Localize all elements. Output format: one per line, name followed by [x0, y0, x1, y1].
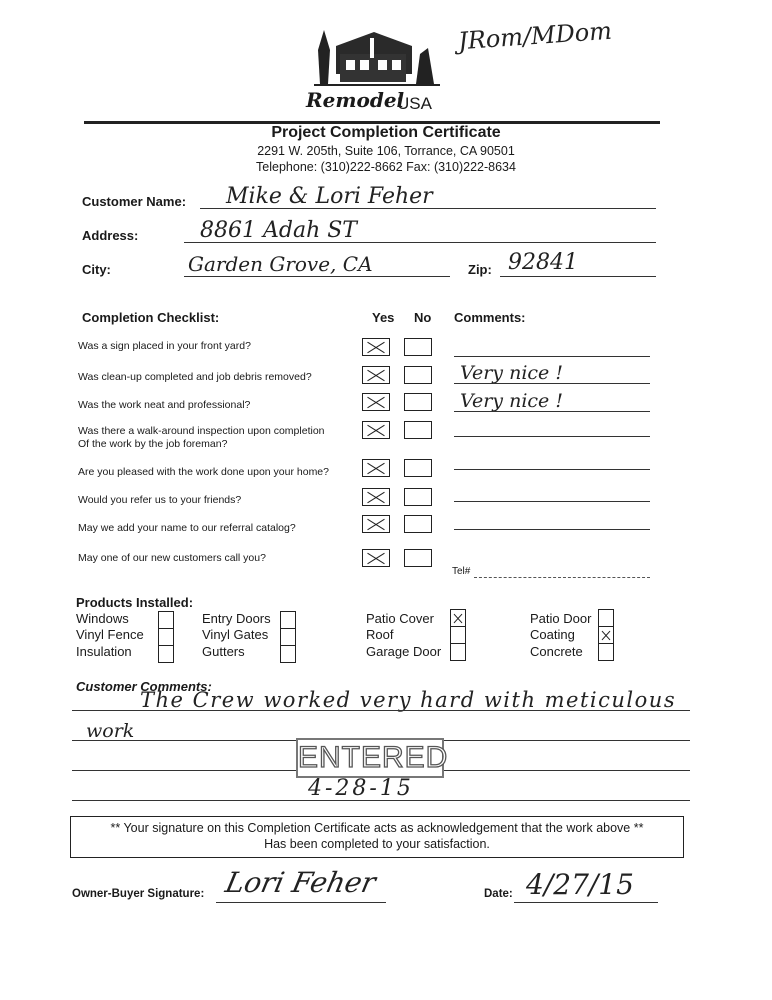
checklist-question: Was clean-up completed and job debris removed? — [78, 371, 312, 383]
checklist-question: Was a sign placed in your front yard? — [78, 340, 251, 352]
product-label: Gutters — [202, 644, 245, 659]
customer-comments-header: Customer Comments: — [76, 679, 212, 694]
product-label: Garage Door — [366, 644, 442, 659]
signature-notice — [70, 816, 684, 858]
certificate-title: Project Completion Certificate — [271, 124, 501, 141]
checklist-comment: Very nice ! — [460, 362, 563, 384]
product-checkbox[interactable] — [598, 626, 614, 644]
checklist-question: Would you refer us to your friends? — [78, 494, 242, 506]
product-checkbox[interactable] — [598, 643, 614, 661]
yes-checkbox[interactable] — [362, 421, 390, 439]
product-checkbox[interactable] — [158, 645, 174, 663]
zip-value: 92841 — [508, 250, 578, 275]
yes-checkbox[interactable] — [362, 549, 390, 567]
checklist-question: May we add your name to our referral catalog? — [78, 522, 296, 534]
yes-checkbox[interactable] — [362, 366, 390, 384]
no-checkbox[interactable] — [404, 549, 432, 567]
checklist-question-cont: Of the work by the job foreman? — [78, 438, 228, 450]
yes-checkbox[interactable] — [362, 515, 390, 533]
logo-name: Remodel — [306, 88, 405, 112]
yes-checkbox[interactable] — [362, 459, 390, 477]
yes-checkbox[interactable] — [362, 488, 390, 506]
tel-label: Tel# — [452, 566, 471, 577]
notice-line-1: ** Your signature on this Completion Certificate acts as acknowledgement that the work above ** — [110, 821, 644, 835]
checklist-question: Was there a walk-around inspection upon completion — [78, 425, 325, 437]
no-checkbox[interactable] — [404, 338, 432, 356]
city-label: City: — [82, 262, 111, 277]
date-label: Date: — [484, 888, 513, 900]
address-value: 8861 Adah ST — [200, 218, 357, 243]
customer-name-label: Customer Name: — [82, 194, 187, 209]
stamp-date: 4-28-15 — [308, 776, 414, 801]
no-checkbox[interactable] — [404, 515, 432, 533]
header-handwritten-note: JRom/MDom — [457, 16, 613, 56]
no-checkbox[interactable] — [404, 366, 432, 384]
product-checkbox[interactable] — [450, 609, 466, 627]
product-checkbox[interactable] — [158, 611, 174, 629]
signature-value: Lori Feher — [222, 866, 379, 899]
city-value: Garden Grove, CA — [188, 252, 373, 276]
product-label: Insulation — [76, 644, 132, 659]
product-checkbox[interactable] — [280, 628, 296, 646]
signature-label: Owner-Buyer Signature: — [72, 888, 205, 900]
checklist-comment: Very nice ! — [460, 390, 563, 412]
company-logo — [300, 24, 450, 119]
product-label: Windows — [76, 611, 129, 626]
company-address: 2291 W. 205th, Suite 106, Torrance, CA 90501 — [257, 144, 515, 158]
product-label: Vinyl Fence — [76, 627, 144, 642]
no-checkbox[interactable] — [404, 393, 432, 411]
products-header: Products Installed: — [76, 595, 194, 610]
customer-comment-line: work — [86, 720, 135, 742]
product-label: Roof — [366, 627, 394, 642]
yes-column-label: Yes — [372, 310, 395, 325]
product-checkbox[interactable] — [598, 609, 614, 627]
no-checkbox[interactable] — [404, 421, 432, 439]
checklist-header: Completion Checklist: — [82, 310, 220, 325]
stamp-text: ENTERED — [298, 741, 449, 774]
product-checkbox[interactable] — [280, 611, 296, 629]
date-value: 4/27/15 — [526, 868, 634, 901]
address-label: Address: — [82, 228, 139, 243]
product-label: Vinyl Gates — [202, 627, 269, 642]
checklist-question: May one of our new customers call you? — [78, 552, 266, 564]
logo-suffix: USA — [397, 94, 432, 113]
notice-line-2: Has been completed to your satisfaction. — [264, 837, 490, 851]
product-checkbox[interactable] — [158, 628, 174, 646]
product-label: Patio Cover — [366, 611, 434, 626]
product-checkbox[interactable] — [450, 643, 466, 661]
no-checkbox[interactable] — [404, 459, 432, 477]
product-label: Concrete — [530, 644, 583, 659]
product-label: Patio Door — [530, 611, 592, 626]
product-checkbox[interactable] — [450, 626, 466, 644]
checklist-question: Was the work neat and professional? — [78, 399, 251, 411]
yes-checkbox[interactable] — [362, 338, 390, 356]
customer-comment-line: The Crew worked very hard with meticulous — [140, 688, 677, 712]
no-checkbox[interactable] — [404, 488, 432, 506]
no-column-label: No — [414, 310, 432, 325]
checklist-question: Are you pleased with the work done upon your home? — [78, 466, 329, 478]
customer-name-value: Mike & Lori Feher — [226, 184, 433, 209]
yes-checkbox[interactable] — [362, 393, 390, 411]
comments-column-label: Comments: — [454, 310, 526, 325]
zip-label: Zip: — [468, 262, 492, 277]
company-phone: Telephone: (310)222-8662 Fax: (310)222-8634 — [256, 160, 516, 174]
product-label: Coating — [530, 627, 575, 642]
entered-stamp — [296, 738, 449, 778]
product-checkbox[interactable] — [280, 645, 296, 663]
product-label: Entry Doors — [202, 611, 271, 626]
